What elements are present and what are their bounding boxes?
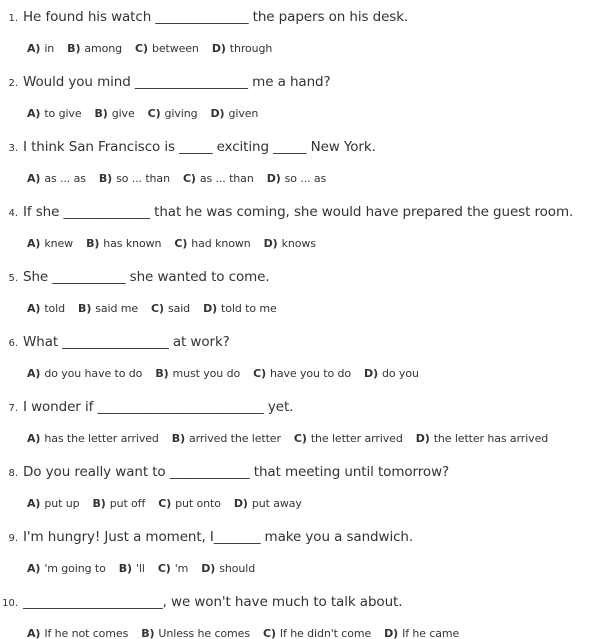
option-letter: B) — [141, 627, 155, 639]
option-letter: A) — [27, 42, 41, 55]
option-text: have you to do — [270, 367, 352, 380]
option-letter: C) — [182, 172, 196, 185]
question-block — [0, 72, 611, 124]
option — [27, 299, 65, 319]
option-text: has known — [103, 237, 162, 250]
option-text: put up — [44, 497, 80, 510]
option-text: as ... than — [199, 172, 254, 185]
option — [27, 429, 159, 449]
question-row — [0, 202, 611, 223]
option-row — [27, 494, 611, 514]
option-letter: C) — [135, 42, 148, 55]
option-letter: B) — [98, 172, 113, 185]
option-letter: A) — [27, 432, 41, 445]
option-text: put onto — [175, 497, 221, 510]
option-text: giving — [164, 107, 198, 120]
option-letter: A) — [27, 497, 41, 510]
option-letter: C) — [253, 367, 266, 380]
option — [211, 104, 259, 124]
option — [183, 169, 254, 189]
option-text: If he didn't come — [279, 627, 372, 639]
option-text: Unless he comes — [158, 627, 250, 639]
option — [27, 624, 128, 639]
question-row — [0, 7, 611, 28]
question-text: He found his watch ______________ the papers on his desk. — [23, 9, 409, 25]
question-block — [0, 397, 611, 449]
option-text: between — [151, 42, 199, 55]
question-block — [0, 527, 611, 579]
option-letter: B) — [155, 367, 169, 380]
option-letter: B) — [78, 302, 92, 315]
option-text: as ... as — [44, 172, 86, 185]
option — [158, 494, 221, 514]
option-row — [27, 234, 611, 254]
option — [27, 104, 82, 124]
option — [253, 364, 351, 384]
option — [203, 299, 277, 319]
option-text: knew — [44, 237, 74, 250]
option-text: put off — [109, 497, 146, 510]
question-text: She ___________ she wanted to come. — [23, 269, 270, 285]
option — [264, 234, 316, 254]
option — [27, 559, 106, 579]
question-row — [0, 72, 611, 93]
option-text: should — [219, 562, 256, 575]
option — [67, 39, 122, 59]
option — [86, 234, 161, 254]
option-letter: B) — [118, 562, 132, 575]
option-row — [27, 429, 611, 449]
option-letter: D) — [415, 432, 430, 445]
option-letter: C) — [262, 627, 276, 639]
option-row — [27, 624, 611, 639]
question-number: 7. — [8, 403, 18, 414]
question-text: What ________________ at work? — [23, 334, 230, 350]
question-row — [0, 267, 611, 288]
option-letter: D) — [203, 302, 218, 315]
option-text: said — [167, 302, 191, 315]
option — [141, 624, 250, 639]
option — [172, 429, 281, 449]
option-letter: B) — [171, 432, 185, 445]
question-text: Do you really want to ____________ that meeting until tomorrow? — [23, 464, 450, 480]
option-letter: D) — [201, 562, 216, 575]
option — [384, 624, 459, 639]
option — [92, 494, 145, 514]
question-block — [0, 267, 611, 319]
option-text: 'm — [174, 562, 189, 575]
option-letter: B) — [67, 42, 81, 55]
question-text: I wonder if _________________________ yet. — [23, 399, 294, 415]
option-text: 'm going to — [44, 562, 106, 575]
option-letter: C) — [158, 497, 172, 510]
option — [78, 299, 138, 319]
question-block — [0, 202, 611, 254]
option — [158, 559, 188, 579]
question-row — [0, 592, 611, 613]
option-row — [27, 39, 611, 59]
option-letter: D) — [211, 42, 226, 55]
option-text: do you — [382, 367, 419, 380]
option — [416, 429, 548, 449]
option-text: the letter has arrived — [433, 432, 549, 445]
option-text: had known — [191, 237, 251, 250]
option-row — [27, 559, 611, 579]
option-letter: B) — [86, 237, 100, 250]
question-row — [0, 527, 611, 548]
option — [267, 169, 326, 189]
option-letter: A) — [27, 237, 41, 250]
question-list — [0, 7, 611, 639]
question-text: I think San Francisco is _____ exciting _____ New York. — [23, 139, 376, 155]
option-text: the letter arrived — [310, 432, 403, 445]
option-letter: D) — [384, 627, 399, 639]
option-letter: A) — [27, 627, 41, 639]
option — [119, 559, 145, 579]
option — [174, 234, 250, 254]
question-text: _____________________, we won't have much to talk about. — [23, 594, 403, 610]
option-row — [27, 169, 611, 189]
option-text: If he not comes — [44, 627, 129, 639]
option-text: give — [111, 107, 135, 120]
option — [294, 429, 403, 449]
option — [364, 364, 419, 384]
option-letter: A) — [27, 367, 41, 380]
question-number: 5. — [8, 273, 18, 284]
option-text: in — [44, 42, 55, 55]
option-text: 'll — [135, 562, 145, 575]
question-block — [0, 592, 611, 639]
option — [212, 39, 273, 59]
question-number: 2. — [8, 78, 18, 89]
option-text: must you do — [172, 367, 241, 380]
option-letter: C) — [157, 562, 171, 575]
option-text: through — [229, 42, 273, 55]
option-text: knows — [281, 237, 316, 250]
option-letter: C) — [293, 432, 307, 445]
option — [27, 39, 54, 59]
option — [263, 624, 371, 639]
question-text: If she _____________ that he was coming, she would have prepared the guest room. — [23, 204, 574, 220]
option-letter: A) — [27, 302, 41, 315]
option — [27, 234, 73, 254]
option-letter: C) — [147, 107, 161, 120]
option — [135, 39, 199, 59]
option-letter: D) — [233, 497, 248, 510]
option-text: If he came — [402, 627, 460, 639]
question-number: 1. — [8, 13, 18, 24]
question-row — [0, 462, 611, 483]
option-letter: A) — [27, 562, 41, 575]
option-letter: B) — [92, 497, 106, 510]
option — [155, 364, 240, 384]
question-text: Would you mind _________________ me a hand? — [23, 74, 331, 90]
option — [201, 559, 255, 579]
question-row — [0, 397, 611, 418]
question-number: 8. — [8, 468, 18, 479]
option-text: arrived the letter — [189, 432, 281, 445]
option-row — [27, 299, 611, 319]
option — [148, 104, 198, 124]
option-row — [27, 364, 611, 384]
option-text: do you have to do — [44, 367, 143, 380]
question-number: 6. — [8, 338, 18, 349]
option-text: among — [84, 42, 123, 55]
question-text: I'm hungry! Just a moment, I_______ make you a sandwich. — [23, 529, 414, 545]
option — [234, 494, 302, 514]
question-number: 10. — [2, 598, 18, 609]
option-letter: A) — [27, 107, 41, 120]
question-block — [0, 332, 611, 384]
question-block — [0, 137, 611, 189]
question-number: 4. — [8, 208, 18, 219]
option — [27, 364, 142, 384]
question-block — [0, 7, 611, 59]
option — [27, 494, 79, 514]
option-text: has the letter arrived — [44, 432, 159, 445]
option-letter: A) — [27, 172, 41, 185]
option-letter: D) — [210, 107, 225, 120]
option-text: put away — [251, 497, 302, 510]
option-text: told to me — [221, 302, 277, 315]
option — [95, 104, 135, 124]
option-text: given — [228, 107, 259, 120]
option-letter: D) — [364, 367, 379, 380]
question-row — [0, 332, 611, 353]
option-text: said me — [95, 302, 139, 315]
question-number: 9. — [8, 533, 18, 544]
option-text: so ... than — [116, 172, 170, 185]
option-text: to give — [44, 107, 82, 120]
option-letter: C) — [151, 302, 164, 315]
option-letter: C) — [174, 237, 188, 250]
option-letter: D) — [263, 237, 278, 250]
option — [27, 169, 86, 189]
option — [99, 169, 170, 189]
option-row — [27, 104, 611, 124]
question-block — [0, 462, 611, 514]
option — [151, 299, 190, 319]
option-letter: D) — [266, 172, 281, 185]
option-text: told — [44, 302, 66, 315]
option-letter: B) — [94, 107, 108, 120]
question-number: 3. — [8, 143, 18, 154]
option-text: so ... as — [284, 172, 327, 185]
question-row — [0, 137, 611, 158]
